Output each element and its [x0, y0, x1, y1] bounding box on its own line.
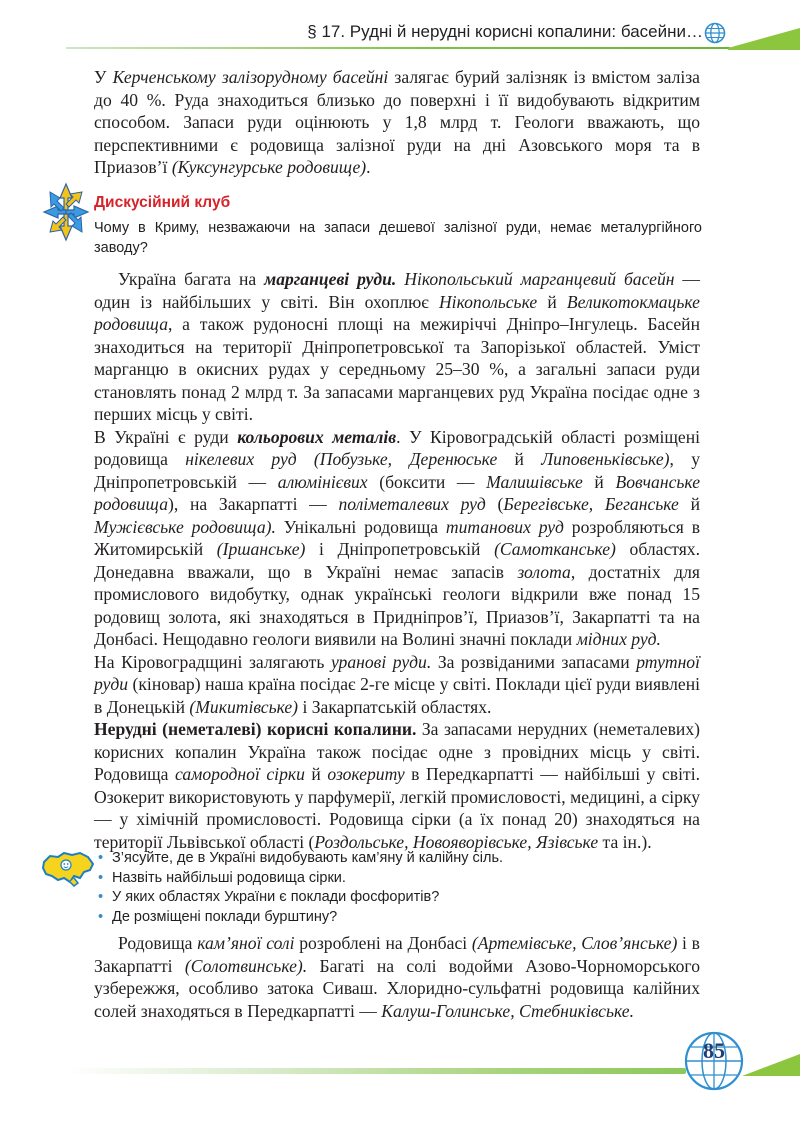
text-run: Унікальні родовища — [275, 516, 446, 537]
text-run: (Самотканське) — [494, 539, 616, 559]
text-run: (Микитівське) — [189, 696, 299, 717]
text-run: поліметалевих руд — [338, 494, 486, 514]
text-run: Липовеньківське) — [541, 449, 670, 469]
paragraph — [94, 718, 700, 853]
text-run: ), на Закарпатті — — [168, 494, 339, 514]
last-paragraph — [94, 932, 700, 1022]
text-run: Нікопольське — [438, 291, 538, 312]
text-run: Роздольське, Новояворівське, Язівське — [314, 831, 599, 852]
text-run: ртутної руди — [94, 651, 700, 694]
text-run: та ін.). — [598, 831, 652, 852]
discussion-question: Чому в Криму, незважаючи на запаси дешевої залізної руди, немає металургійного заводу? — [94, 220, 702, 256]
list-item: • У яких областях України є поклади фосфоритів? — [96, 888, 503, 908]
text-run: самородної сірки — [175, 764, 305, 784]
question-list — [96, 849, 503, 927]
text-run: (Куксунгурське родовище) — [171, 157, 367, 177]
text-run: й — [497, 449, 542, 469]
text-run: алюмінієвих — [277, 471, 368, 492]
text-run: (боксити — — [367, 471, 487, 492]
text-run: На Кіровоградщині залягають — [94, 651, 331, 672]
text-run: нікелевих руд (Побузьке, Деренюське — [185, 449, 498, 469]
text-run: Великотокмацьке родовища — [94, 291, 700, 334]
text-run: Родовища — [118, 933, 198, 953]
list-item: • З’ясуйте, де в Україні видобувають кам’яну й калійну сіль. — [96, 849, 503, 869]
text-run: , а також рудоносні площі на межиріччі Дніпро–Інгулець. Басейн знаходиться на території Дніпропетровської та Запорізької областей. Уміст марганцю в окисних рудах у середньому 25–30 %, а загальні запаси руди становлять понад 2 млрд т. За запасами марганцевих руд Україна посідає одне з перших місць у світі. — [94, 314, 700, 424]
header-rule — [66, 47, 730, 49]
text-run: золота — [517, 561, 571, 582]
arrows-compass-icon — [42, 182, 90, 242]
text-run: Керченському залізорудному басейні — [112, 67, 389, 87]
text-run: залягає бурий залізняк із вмістом заліза до 40 %. Руда знаходиться близько до поверхні і її видобувають відкритим способом. Запаси руди оцінюють у 1,8 млрд т. Геологи вважають, що перспективними є родовища залізної руди на дні Азовського моря та в Приазов’ї — [94, 67, 700, 177]
text-run: Україна багата на — [118, 269, 265, 289]
list-item: • Назвіть найбільші родовища сірки. — [96, 869, 503, 889]
text-run: й — [582, 471, 616, 492]
text-run: розробляються в Житомирській — [94, 516, 701, 559]
ukraine-map-icon — [40, 848, 96, 888]
running-header: § 17. Рудні й нерудні корисні копалини: басейни… — [307, 22, 703, 41]
text-run: областях. Донедавна вважали, що в Україні немає запасів — [94, 539, 701, 582]
text-run: . — [366, 157, 371, 177]
main-text — [94, 268, 700, 853]
text-run: Мужієвське родовища). — [94, 516, 276, 537]
text-run: розроблені на Донбасі — [294, 933, 472, 953]
text-run: ( — [485, 494, 504, 514]
text-run: і Закарпатській областях. — [298, 696, 492, 717]
text-run: (Іршанське) — [216, 539, 306, 559]
paragraph — [94, 268, 700, 426]
text-run: За розвіданими запасами — [431, 651, 637, 672]
text-run: (кіновар) наша країна посідає 2-ге місце у світі. Поклади цієї руди виявлені в Донецькій — [94, 674, 700, 717]
text-run: мідних руд. — [576, 629, 661, 649]
header-accent — [728, 28, 800, 50]
text-run: В Україні є руди — [94, 426, 238, 447]
text-run: Багаті на солі водойми Азово-Чорноморського узбережжя, особливо затока Сиваш. Хлоридно-сульфатні родовища калійних солей знаходяться в Передкарпатті — — [94, 955, 700, 1021]
text-run: , у Дніпропетровській — — [94, 449, 700, 492]
text-run: . У Кіровоградській області розміщені родовища — [94, 426, 700, 469]
intro-paragraph — [94, 66, 700, 179]
text-run: і Дніпропетровській — [305, 539, 495, 559]
footer-rule — [66, 1068, 686, 1074]
text-run: й — [304, 764, 328, 784]
globe-icon — [704, 22, 726, 44]
text-run: й — [537, 291, 567, 312]
discussion-title: Дискусійний клуб — [94, 194, 231, 211]
text-run: , достатніх для промислового видобутку, однак українські геологи відкрили вже понад 15 родовищ золота, які знаходяться в Придніпров’ї, Приазов’ї, Закарпатті та на Донбасі. Нещодавно геологи виявили на Волині значні поклади — [94, 561, 700, 649]
text-run: кольорових металів — [237, 426, 397, 447]
text-run: (Артемівське, Слов’янське) — [471, 933, 678, 953]
text-run: кам’яної солі — [197, 933, 295, 953]
text-run: Берегівське, Беганське — [503, 494, 679, 514]
paragraph — [94, 651, 700, 719]
text-run: озокериту — [327, 764, 405, 784]
text-run: і в Закарпатті — [94, 933, 700, 976]
text-run: марганцеві руди. — [264, 269, 397, 289]
text-run: Нікопольський марганцевий басейн — [404, 269, 675, 289]
text-run: в Передкарпатті — найбільші у світі. Озокерит використовують у парфумерії, легкій промисловості, медицині, а сірку — у хімічній промисловості. Родовища сірки (а їх понад 20) знаходяться на території Львівської області ( — [94, 764, 700, 852]
text-run: Нерудні (неметалеві) корисні копалини. — [94, 719, 417, 739]
text-run: уранові руди. — [330, 651, 432, 672]
text-run: Вовчанське родовища — [94, 471, 700, 514]
text-run: За запасами нерудних (неметалевих) корисних копалин Україна також посідає одне з провідних місць у світі. Родовища — [94, 719, 700, 784]
text-run: титанових руд — [445, 516, 564, 537]
page-number: 85 — [703, 1038, 725, 1063]
text-run: — один із найбільших у світі. Він охоплює — [94, 269, 700, 312]
text-run: У — [94, 67, 113, 87]
footer-accent — [742, 1054, 800, 1076]
text-run: Малишівське — [486, 471, 583, 492]
text-run: (Солотвинське). — [184, 955, 308, 976]
text-run: Калуш-Голинське, Стебниківське. — [381, 1000, 634, 1021]
list-item: • Де розміщені поклади бурштину? — [96, 908, 503, 928]
text-run: й — [678, 494, 700, 514]
paragraph — [94, 426, 700, 651]
